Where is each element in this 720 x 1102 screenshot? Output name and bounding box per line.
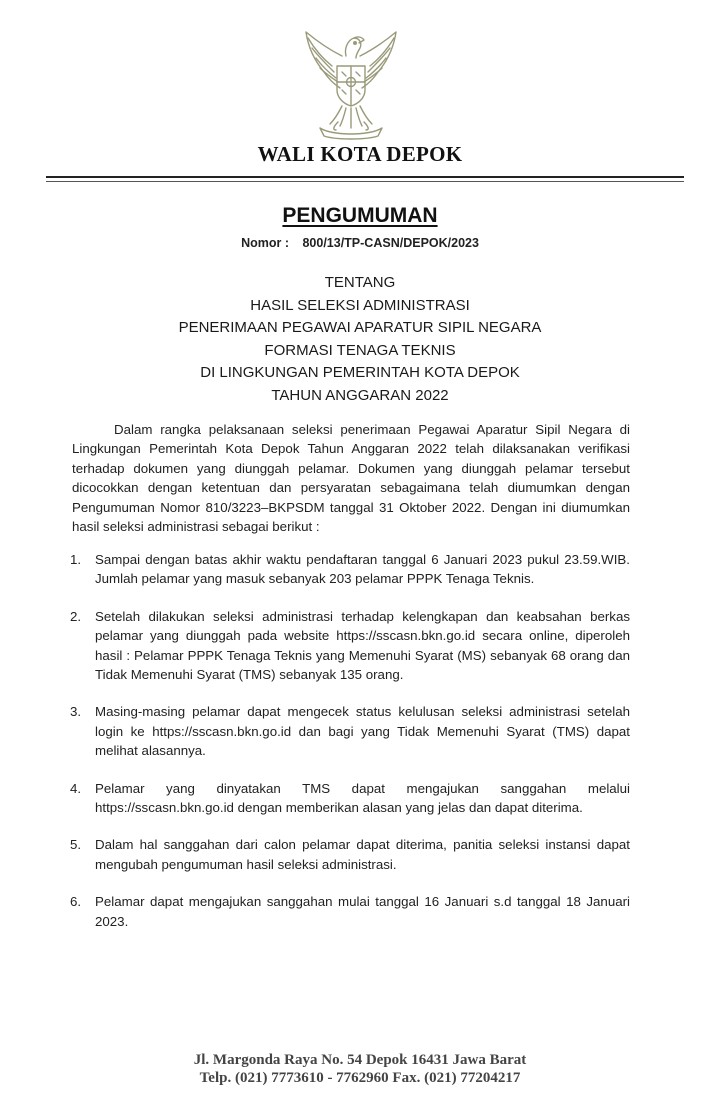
list-item	[70, 892, 630, 931]
document-number	[0, 236, 720, 250]
list-item-number: 3.	[70, 704, 82, 720]
list-item-number: 5.	[70, 837, 82, 853]
list-item-number: 1.	[70, 552, 82, 567]
list-item-number: 6.	[70, 894, 82, 910]
list-item-number: 2.	[70, 608, 82, 624]
footer-address: Jl. Margonda Raya No. 54 Depok 16431 Jawa Barat	[193, 1052, 527, 1068]
document-number-label: Nomor :	[241, 236, 289, 250]
list-item	[70, 702, 630, 760]
footer-address-block	[0, 1051, 720, 1087]
list-item-text: Dalam hal sanggahan dari calon pelamar dapat diterima, panitia seleksi instansi dapat mengubah pengumuman hasil seleksi administrasi.	[95, 837, 630, 872]
subject-line: FORMASI TENAGA TEKNIS	[264, 341, 456, 359]
office-title: WALI KOTA DEPOK	[257, 142, 463, 166]
subject-line: PENERIMAAN PEGAWAI APARATUR SIPIL NEGARA	[178, 319, 542, 336]
list-item	[70, 607, 630, 685]
list-item-text: Sampai dengan batas akhir waktu pendaftaran tanggal 6 Januari 2023 pukul 23.59.WIB. Jumlah pelamar yang masuk sebanyak 203 pelamar PPPK Tenaga Teknis.	[95, 552, 630, 587]
document-subject	[0, 272, 720, 407]
intro-paragraph: Dalam rangka pelaksanaan seleksi penerimaan Pegawai Aparatur Sipil Negara di Lingkungan Pemerintah Kota Depok Tahun Anggaran 2022 telah dilaksanakan verifikasi terhadap dokumen yang diunggah pelamar. Dokumen yang diunggah pelamar tersebut dicocokkan dengan ketentuan dan persyaratan sebagaimana telah diumumkan dengan Pengumuman Nomor 810/3223–BKPSDM tanggal 31 Oktober 2022. Dengan ini diumumkan hasil seleksi administrasi sebagai berikut :	[72, 422, 630, 535]
announcement-list	[70, 550, 630, 949]
document-number-value: 800/13/TP-CASN/DEPOK/2023	[302, 236, 479, 250]
header-divider-thin	[46, 181, 684, 182]
list-item	[70, 779, 630, 818]
subject-line: DI LINGKUNGAN PEMERINTAH KOTA DEPOK	[200, 364, 520, 381]
list-item	[70, 835, 630, 874]
list-item-text: Setelah dilakukan seleksi administrasi terhadap kelengkapan dan keabsahan berkas pelamar yang diunggah pada website https://sscasn.bkn.go.id secara online, diperoleh hasil : Pelamar PPPK Tenaga Teknis yang Memenuhi Syarat (MS) sebanyak 68 orang dan Tidak Memenuhi Syarat (TMS) sebanyak 135 orang.	[95, 608, 630, 683]
subject-line: TAHUN ANGGARAN 2022	[271, 386, 449, 404]
subject-line: TENTANG	[324, 274, 396, 291]
garuda-emblem-icon	[296, 26, 406, 140]
header-divider-thick	[46, 176, 684, 178]
document-title	[0, 204, 720, 228]
document-title-text: PENGUMUMAN	[282, 204, 438, 227]
list-item-number: 4.	[70, 780, 82, 796]
list-item-text: Pelamar yang dinyatakan TMS dapat mengajukan sanggahan melalui https://sscasn.bkn.go.id dengan memberikan alasan yang jelas dan dapat diterima.	[95, 780, 630, 816]
list-item	[70, 550, 630, 589]
subject-line: HASIL SELEKSI ADMINISTRASI	[250, 296, 470, 314]
list-item-text: Pelamar dapat mengajukan sanggahan mulai tanggal 16 Januari s.d tanggal 18 Januari 2023.	[95, 894, 630, 929]
list-item-text: Masing-masing pelamar dapat mengecek status kelulusan seleksi administrasi setelah login ke https://sscasn.bkn.go.id dan bagi yang Tidak Memenuhi Syarat (TMS) dapat melihat alasannya.	[95, 704, 630, 759]
footer-contact: Telp. (021) 7773610 - 7762960 Fax. (021) 77204217	[199, 1070, 521, 1086]
